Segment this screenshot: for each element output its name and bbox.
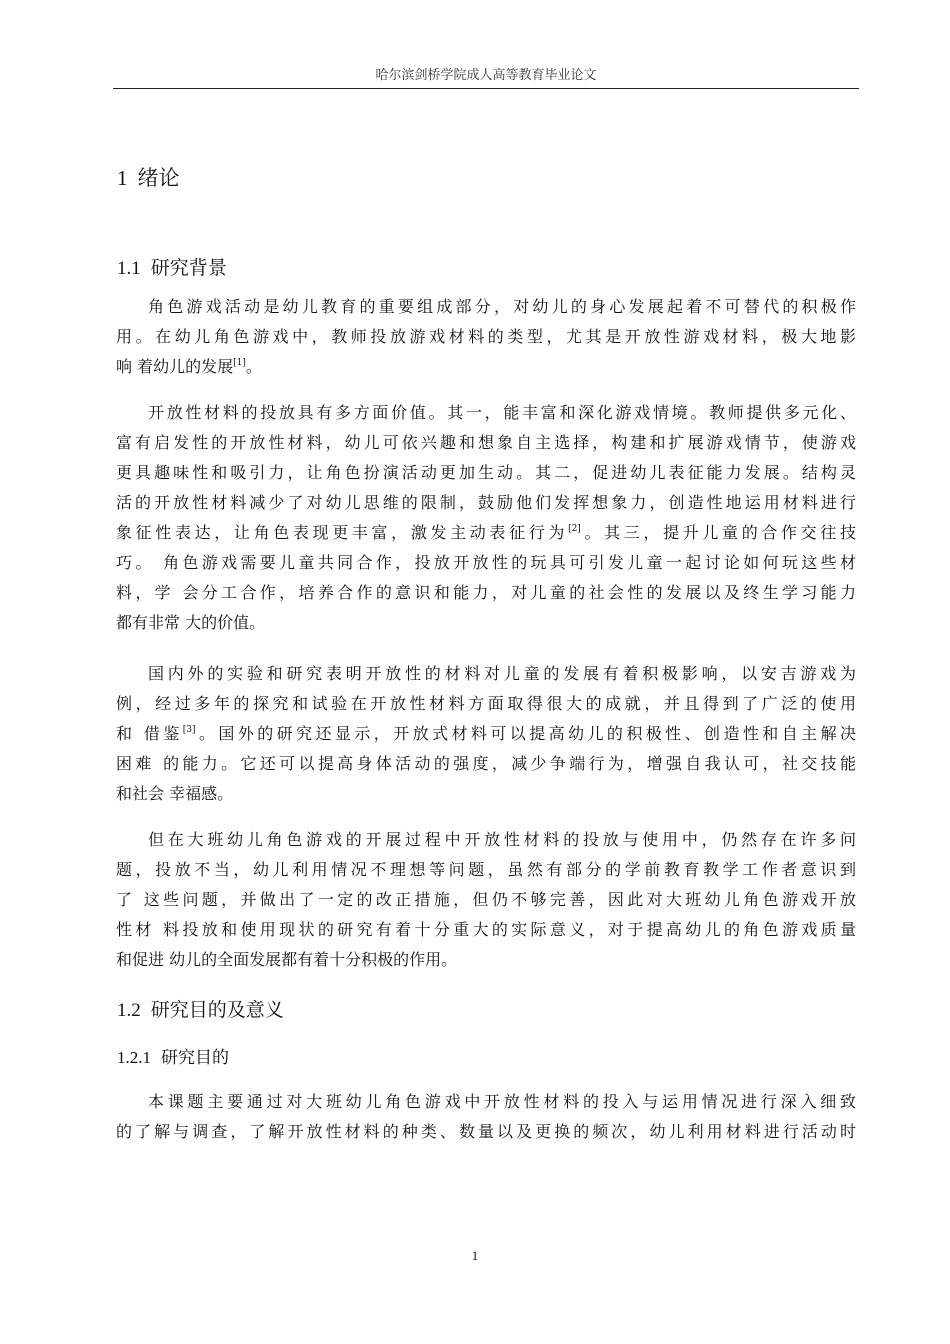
line-text: 响 着幼儿的发展 bbox=[116, 357, 234, 376]
subsection-title: 研究目的 bbox=[161, 1048, 229, 1068]
page-header: 哈尔滨剑桥学院成人高等教育毕业论文 bbox=[375, 68, 597, 83]
line-text: 。国外的研究还显示，开放式材料可以提高幼儿的积极性、创造性和自主解决 bbox=[195, 724, 856, 743]
paragraph-line: 角色游戏活动是幼儿教育的重要组成部分，对幼儿的身心发展起着不可替代的积极作 bbox=[148, 297, 856, 316]
paragraph-3 bbox=[116, 659, 856, 809]
section-title: 研究背景 bbox=[150, 257, 227, 279]
paragraph-line: 用。在幼儿角色游戏中，教师投放游戏材料的类型，尤其是开放性游戏材料，极大地影 bbox=[116, 327, 856, 346]
section-title: 研究目的及意义 bbox=[150, 999, 284, 1021]
line-text: 和 借鉴 bbox=[116, 724, 183, 743]
paragraph-line: 开放性材料的投放具有多方面价值。其一，能丰富和深化游戏情境。教师提供多元化、 bbox=[148, 403, 856, 422]
paragraph-line: 和促进 幼儿的全面发展都有着十分积极的作用。 bbox=[116, 950, 458, 969]
paragraph-line: 了 这些问题，并做出了一定的改正措施，但仍不够完善，因此对大班幼儿角色游戏开放 bbox=[116, 890, 856, 909]
paragraph-line: 的了解与调查，了解开放性材料的种类、数量以及更换的频次，幼儿利用材料进行活动时 bbox=[116, 1122, 856, 1141]
paragraph-line: 例，经过多年的探究和试验在开放性材料方面取得很大的成就，并且得到了广泛的使用 bbox=[116, 694, 856, 713]
paragraph-4 bbox=[116, 825, 856, 975]
paragraph-line: 和社会 幸福感。 bbox=[116, 784, 234, 803]
line-text: 象征性表达，让角色表现更丰富，激发主动表征行为 bbox=[116, 523, 569, 542]
paragraph-line: 活的开放性材料减少了对幼儿思维的限制，鼓励他们发挥想象力，创造性地运用材料进行 bbox=[116, 493, 856, 512]
paragraph-2 bbox=[116, 398, 856, 638]
page-number: 1 bbox=[471, 1248, 479, 1263]
paragraph-1 bbox=[116, 292, 856, 382]
chapter-title: 绪论 bbox=[137, 166, 180, 190]
line-text: 。其三，提升儿童的合作交往技 bbox=[580, 523, 856, 542]
section-heading-1-1 bbox=[117, 253, 227, 280]
citation-2: [2] bbox=[568, 524, 581, 534]
paragraph-5 bbox=[116, 1087, 856, 1147]
section-number: 1.2 bbox=[117, 1000, 141, 1021]
paragraph-line: 国内外的实验和研究表明开放性的材料对儿童的发展有着积极影响，以安吉游戏为 bbox=[148, 664, 856, 683]
paragraph-line: 更具趣味性和吸引力，让角色扮演活动更加生动。其二，促进幼儿表征能力发展。结构灵 bbox=[116, 463, 856, 482]
subsection-heading-1-2-1 bbox=[117, 1043, 229, 1068]
section-number: 1.1 bbox=[117, 258, 141, 279]
paragraph-line: 性材 料投放和使用现状的研究有着十分重大的实际意义，对于提高幼儿的角色游戏质量 bbox=[116, 920, 856, 939]
citation-1: [1] bbox=[233, 358, 246, 368]
line-text: 。 bbox=[245, 357, 262, 376]
paragraph-line: 料，学 会分工合作，培养合作的意识和能力，对儿童的社会性的发展以及终生学习能力 bbox=[116, 583, 856, 602]
section-heading-1-2 bbox=[117, 995, 284, 1022]
paragraph-line: 都有非常 大的价值。 bbox=[116, 613, 266, 632]
paragraph-line: 题，投放不当，幼儿利用情况不理想等问题，虽然有部分的学前教育教学工作者意识到 bbox=[116, 860, 856, 879]
paragraph-line: 本课题主要通过对大班幼儿角色游戏中开放性材料的投入与运用情况进行深入细致 bbox=[148, 1092, 856, 1111]
paragraph-line bbox=[116, 352, 856, 382]
chapter-number: 1 bbox=[117, 166, 128, 190]
header-divider bbox=[113, 88, 859, 89]
chapter-heading bbox=[117, 162, 180, 192]
citation-3: [3] bbox=[182, 725, 196, 735]
paragraph-line bbox=[116, 719, 856, 749]
subsection-number: 1.2.1 bbox=[117, 1048, 151, 1067]
paragraph-line bbox=[116, 518, 856, 548]
paragraph-line: 巧。 角色游戏需要儿童共同合作，投放开放性的玩具可引发儿童一起讨论如何玩这些材 bbox=[116, 553, 856, 572]
paragraph-line: 困难 的能力。它还可以提高身体活动的强度，减少争端行为，增强自我认可，社交技能 bbox=[116, 754, 856, 773]
paragraph-line: 富有启发性的开放性材料，幼儿可依兴趣和想象自主选择，构建和扩展游戏情节，使游戏 bbox=[116, 433, 856, 452]
paragraph-line: 但在大班幼儿角色游戏的开展过程中开放性材料的投放与使用中，仍然存在许多问 bbox=[148, 830, 856, 849]
